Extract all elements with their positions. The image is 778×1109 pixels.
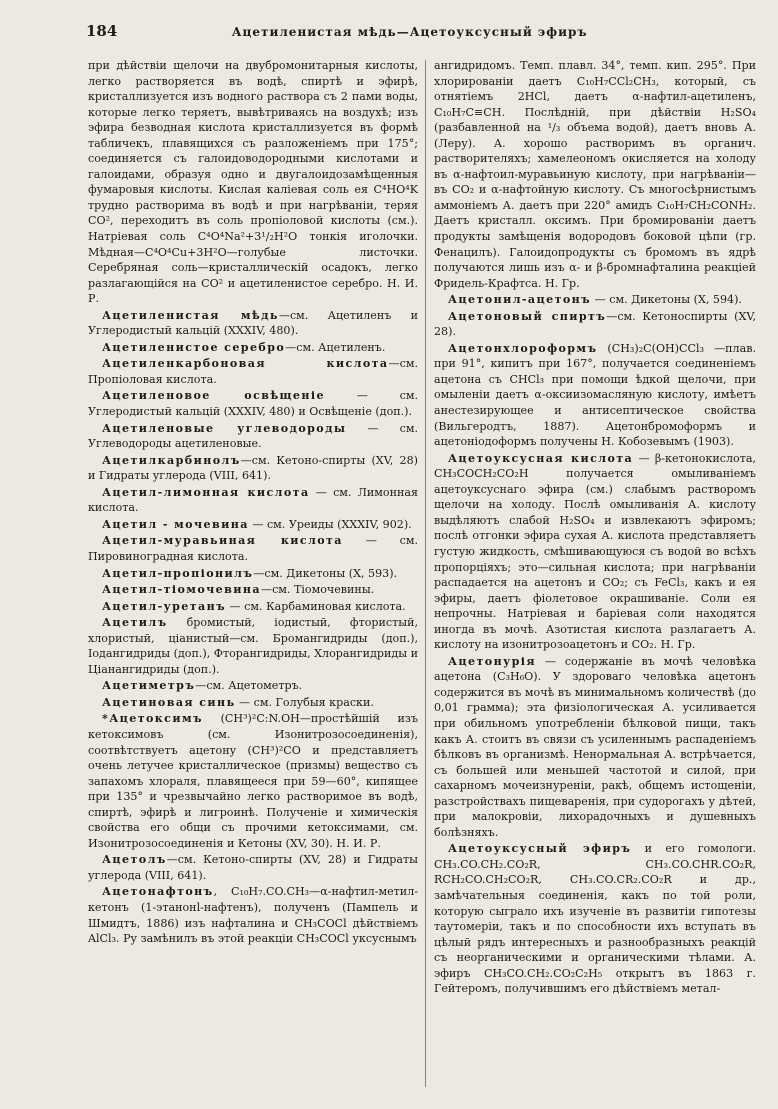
entry-headword: Ацетил-пропіонилъ: [102, 566, 254, 580]
page-number: 184: [86, 22, 118, 40]
entry-text: — см. Пировиноградная кислота.: [88, 534, 418, 563]
entry-text: —см. Дикетоны (X, 593).: [253, 566, 398, 580]
entry-headword: Ацетиновая синь: [102, 695, 236, 709]
dictionary-entry: [88, 533, 418, 564]
entry-text: бромистый, іодистый, фтористый, хлористый, ціанистый—см. Бромангидриды (доп.), Іодангидриды (доп.), Фторангидриды, Хлорангидриды и Ціанангидриды (доп.).: [88, 616, 418, 676]
dictionary-entry: [88, 678, 418, 694]
entry-text: ангидридомъ. Темп. плавл. 34°, темп. кип. 295°. При хлорированіи даетъ C₁₀H₇CCl₂CH₃, который, съ отнятіемъ 2HCl, даетъ α-нафтил-ацетиленъ, C₁₀H₇C≡CH. Послѣдній, при дѣйствіи H₂SO₄ (разбавленной на ¹/₃ объема водой), даетъ вновь А. (Леру). А. хорошо растворимъ въ органич. растворителяхъ; хамелеономъ окисляется на холоду въ α-нафтоил-муравьиную кислоту, при нагрѣваніи—въ CO₂ и α-нафтойную кислоту. Съ многосѣрнистымъ аммоніемъ А. даетъ при 220° амидъ C₁₀H₇CH₂CONH₂. Даетъ кристалл. оксимъ. При бромированіи даетъ продукты замѣщенія водородовъ боковой цѣпи (гр. Фенацилъ). Галоидопродукты съ бромомъ въ ядрѣ получаются лишь изъ α- и β-бромнафталина реакціей Фридель-Крафтса. Н. Гр.: [434, 59, 756, 290]
entry-headword: Ацетил - мочевина: [102, 517, 249, 531]
left-column: [88, 58, 418, 948]
dictionary-entry: [88, 582, 418, 598]
dictionary-entry: [88, 308, 418, 339]
entry-text: —см. Ацетиленъ.: [285, 340, 386, 354]
entry-text: — см. Углеводороды ацетиленовые.: [88, 421, 418, 451]
dictionary-entry: [88, 615, 418, 677]
dictionary-entry: [434, 654, 756, 841]
entry-text: — см. Голубыя краски.: [235, 695, 374, 709]
page-header: [86, 22, 722, 48]
entry-text: — β-кетонокислота, CH₃COCH₂CO₂H получается омыливаніемъ ацетоуксуснаго эфира (см.) слабымъ растворомъ щелочи на холоду. Послѣ омыливанія А. кислоту выдѣляютъ слабой H₂SO₄ и извлекаютъ эфиромъ; послѣ отгонки эфира сухая А. кислота представляетъ густую жидкость, смѣшивающуюся съ водой во всѣхъ пропорціяхъ; это—сильная кислота; при нагрѣваніи распадается на ацетонъ и CO₂; съ FeCl₃, какъ и ея эфиры, даетъ фіолетовое окрашиваніе. Соли ея непрочны. Натріевая и баріевая соли находятся иногда въ мочѣ. Азотистая кислота разлагаетъ А. кислоту на изонитрозоацетонъ и CO₂. Н. Гр.: [434, 451, 756, 652]
dictionary-entry: [88, 852, 418, 883]
dictionary-entry: [88, 517, 418, 533]
entry-headword: Ацетонхлороформъ: [448, 341, 598, 355]
entry-text: —см. Ацетиленъ и Углеродистый кальцій (XXXIV, 480).: [88, 308, 419, 338]
entry-headword: Ацетилъ: [102, 616, 168, 630]
dictionary-entry: [434, 58, 756, 291]
dictionary-entry: [88, 388, 418, 419]
entry-text: —см. Тіомочевины.: [260, 583, 375, 597]
entry-headword: Ацетиметръ: [102, 679, 196, 693]
entry-headword: Ацетил-муравьиная кислота: [102, 534, 343, 548]
entry-headword: Ацетил-уретанъ: [102, 599, 227, 613]
dictionary-entry: [88, 711, 418, 851]
dictionary-entry: [88, 340, 418, 356]
entry-text: (CH³)²C:N.OH—простѣйшій изъ кетоксимовъ (см. Изонитрозосоединенія), соотвѣтствуетъ ацетону (CH³)²CO и представляетъ очень летучее кристаллическое (призмы) вещество съ запахомъ хлораля, плавящееся при 59—60°, кипящее при 135° и чрезвычайно легко растворимое въ водѣ, спиртѣ, эфирѣ и лигроинѣ. Полученіе и химическія свойства его общи съ прочими кетоксимами, см. Изонитрозосоединенія и Кетоны (XV, 30). Н. И. Р.: [88, 712, 418, 850]
dictionary-entry: [434, 341, 756, 450]
entry-text: —см. Кетоноспирты (XV, 28).: [434, 309, 757, 339]
dictionary-entry: [88, 421, 418, 452]
entry-headword: Ацетонафтонъ: [102, 885, 214, 899]
entry-headword: Ацетоуксусный эфиръ: [448, 842, 632, 856]
entry-headword: Ацетилкарбинолъ: [102, 453, 241, 467]
dictionary-entry: [88, 884, 418, 946]
entry-headword: Ацетил-тіомочевина: [102, 583, 261, 597]
entry-text: , C₁₀H₇.CO.CH₃—α-нафтил-метил-кетонъ (1-этанонl-нафтенъ), полученъ (Пампель и Шмидтъ, 1886) изъ нафталина и CH₃COCl дѣйствіемъ AlCl₃. Ру замѣнилъ въ этой реакціи CH₃COCl уксуснымъ: [88, 885, 418, 946]
right-column: [434, 58, 756, 998]
entry-text: —см. Кетоно-спирты (XV, 28) и Гидраты углерода (VIII, 641).: [88, 853, 418, 882]
entry-headword: Ацетил-лимонная кислота: [102, 485, 310, 499]
entry-text: —см. Пропіоловая кислота.: [88, 357, 418, 386]
entry-headword: Ацетонурія: [448, 654, 536, 668]
entry-headword: *Ацетоксимъ: [102, 712, 203, 726]
entry-text: — см. Лимонная кислота.: [88, 485, 419, 515]
entry-text: при дѣйствіи щелочи на двубромонитарныя кислоты, легко растворяется въ водѣ, спиртѣ и эфирѣ, кристаллизуется изъ водного раствора съ 2 пами воды, которые легко теряетъ, вывѣтриваясь на воздухѣ; изъ эфира безводная кислота кристаллизуется въ формѣ табличекъ, плавящихся съ разложеніемъ при 175°; соединяется съ галоидоводородными кислотами и галоидами, образуя одно и двугалоидозамѣщенныя фумаровыя кислоты. Кислая калiевая соль ея C⁴HO⁴K трудно растворима въ водѣ и при нагрѣваніи, теряя CO², переходитъ въ соль пропіоловой кислоты (см.). Натріевая соль C⁴O⁴Na²+3¹/₂H²O тонкія иголочки. Мѣдная—C⁴O⁴Cu+3H²O—голубые листочки. Серебряная соль—кристаллическій осадокъ, легко разлагающійся на CO² и ацетиленистое серебро. Н. И. Р.: [88, 59, 418, 306]
dictionary-entry: [88, 58, 418, 307]
dictionary-entry: [434, 309, 756, 340]
column-divider: [425, 60, 426, 1087]
dictionary-entry: [434, 292, 756, 308]
dictionary-entry: [434, 841, 756, 996]
entry-text: и его гомологи. CH₃.CO.CH₂.CO₂R, CH₃.CO.CHR.CO₂R, RCH₂CO.CH₂CO₂R, CH₃.CO.CR₂.CO₂R и др., замѣчательныя соединенія, какъ по той роли, которую сыграло ихъ изученіе въ развитіи гипотезы таутомеріи, такъ и по способности ихъ вступать въ цѣлый рядъ интересныхъ и разнообразныхъ реакцій съ неорганическими и органическими тѣлами. А. эфиръ CH₃CO.CH₂.CO₂C₂H₅ открытъ въ 1863 г. Гейтеромъ, получившимъ его дѣйствіемъ метал-: [434, 842, 756, 996]
entry-headword: Ацетоновый спиртъ: [448, 309, 607, 323]
entry-headword: Ацетиленкарбоновая кислота: [102, 357, 389, 371]
entry-text: — см. Карбаминовая кислота.: [226, 599, 406, 613]
dictionary-entry: [88, 485, 418, 516]
entry-text: — см. Уреиды (XXXIV, 902).: [248, 517, 412, 531]
entry-headword: Ацетиленистое серебро: [102, 340, 286, 354]
entry-headword: Ацетолъ: [102, 853, 167, 867]
entry-headword: Ацетонил-ацетонъ: [448, 293, 592, 307]
dictionary-entry: [88, 453, 418, 484]
entry-headword: Ацетоуксусная кислота: [448, 451, 634, 465]
entry-headword: Ацетиленовое освѣщеніе: [102, 389, 325, 403]
entry-text: — содержаніе въ мочѣ человѣка ацетона (C₃H₆O). У здороваго человѣка ацетонъ содержится въ мочѣ въ минимальномъ количествѣ (до 0,01 грамма); эта физіологическая А. усиливается при обильномъ употребленіи бѣлковой пищи, такъ какъ А. стоитъ въ связи съ усиленнымъ распаденіемъ бѣлковъ въ организмѣ. Ненормальная А. встрѣчается, съ большей или меньшей частотой и силой, при сахарномъ мочеизнуреніи, ракѣ, общемъ истощеніи, разстройствахъ пищеваренія, при судорогахъ у дѣтей, при малокровіи, лихорадочныхъ и душевныхъ болѣзняхъ.: [434, 654, 756, 839]
dictionary-entry: [88, 695, 418, 711]
dictionary-entry: [88, 356, 418, 387]
entry-text: —см. Кетоно-спирты (XV, 28) и Гидраты углерода (VIII, 641).: [88, 453, 418, 483]
entry-headword: Ацетиленовые углеводороды: [102, 421, 347, 435]
dictionary-entry: [88, 566, 418, 582]
entry-text: — см. Дикетоны (X, 594).: [591, 293, 742, 307]
dictionary-entry: [434, 451, 756, 653]
dictionary-entry: [88, 599, 418, 615]
entry-headword: Ацетиленистая мѣдь: [102, 308, 279, 322]
entry-text: — см. Углеродистый кальцій (XXXIV, 480) и Освѣщеніе (доп.).: [88, 389, 418, 419]
entry-text: —см. Ацетометръ.: [195, 679, 303, 693]
entry-text: (CH₃)₂C(OH)CCl₃ —плав. при 91°, кипитъ при 167°, получается соединеніемъ ацетона съ CHCl₃ при помощи ѣдкой щелочи, при омыленіи даетъ α-оксиизомасляную кислоту, имѣетъ анестезирующее и антисептическое свойства (Вильгеродтъ, 1887). Ацетонбромоформъ и ацетоніодоформъ получены Н. Кобозевымъ (1903).: [434, 341, 756, 449]
running-title: Ацетиленистая мѣдь—Ацетоуксусный эфиръ: [231, 25, 588, 39]
